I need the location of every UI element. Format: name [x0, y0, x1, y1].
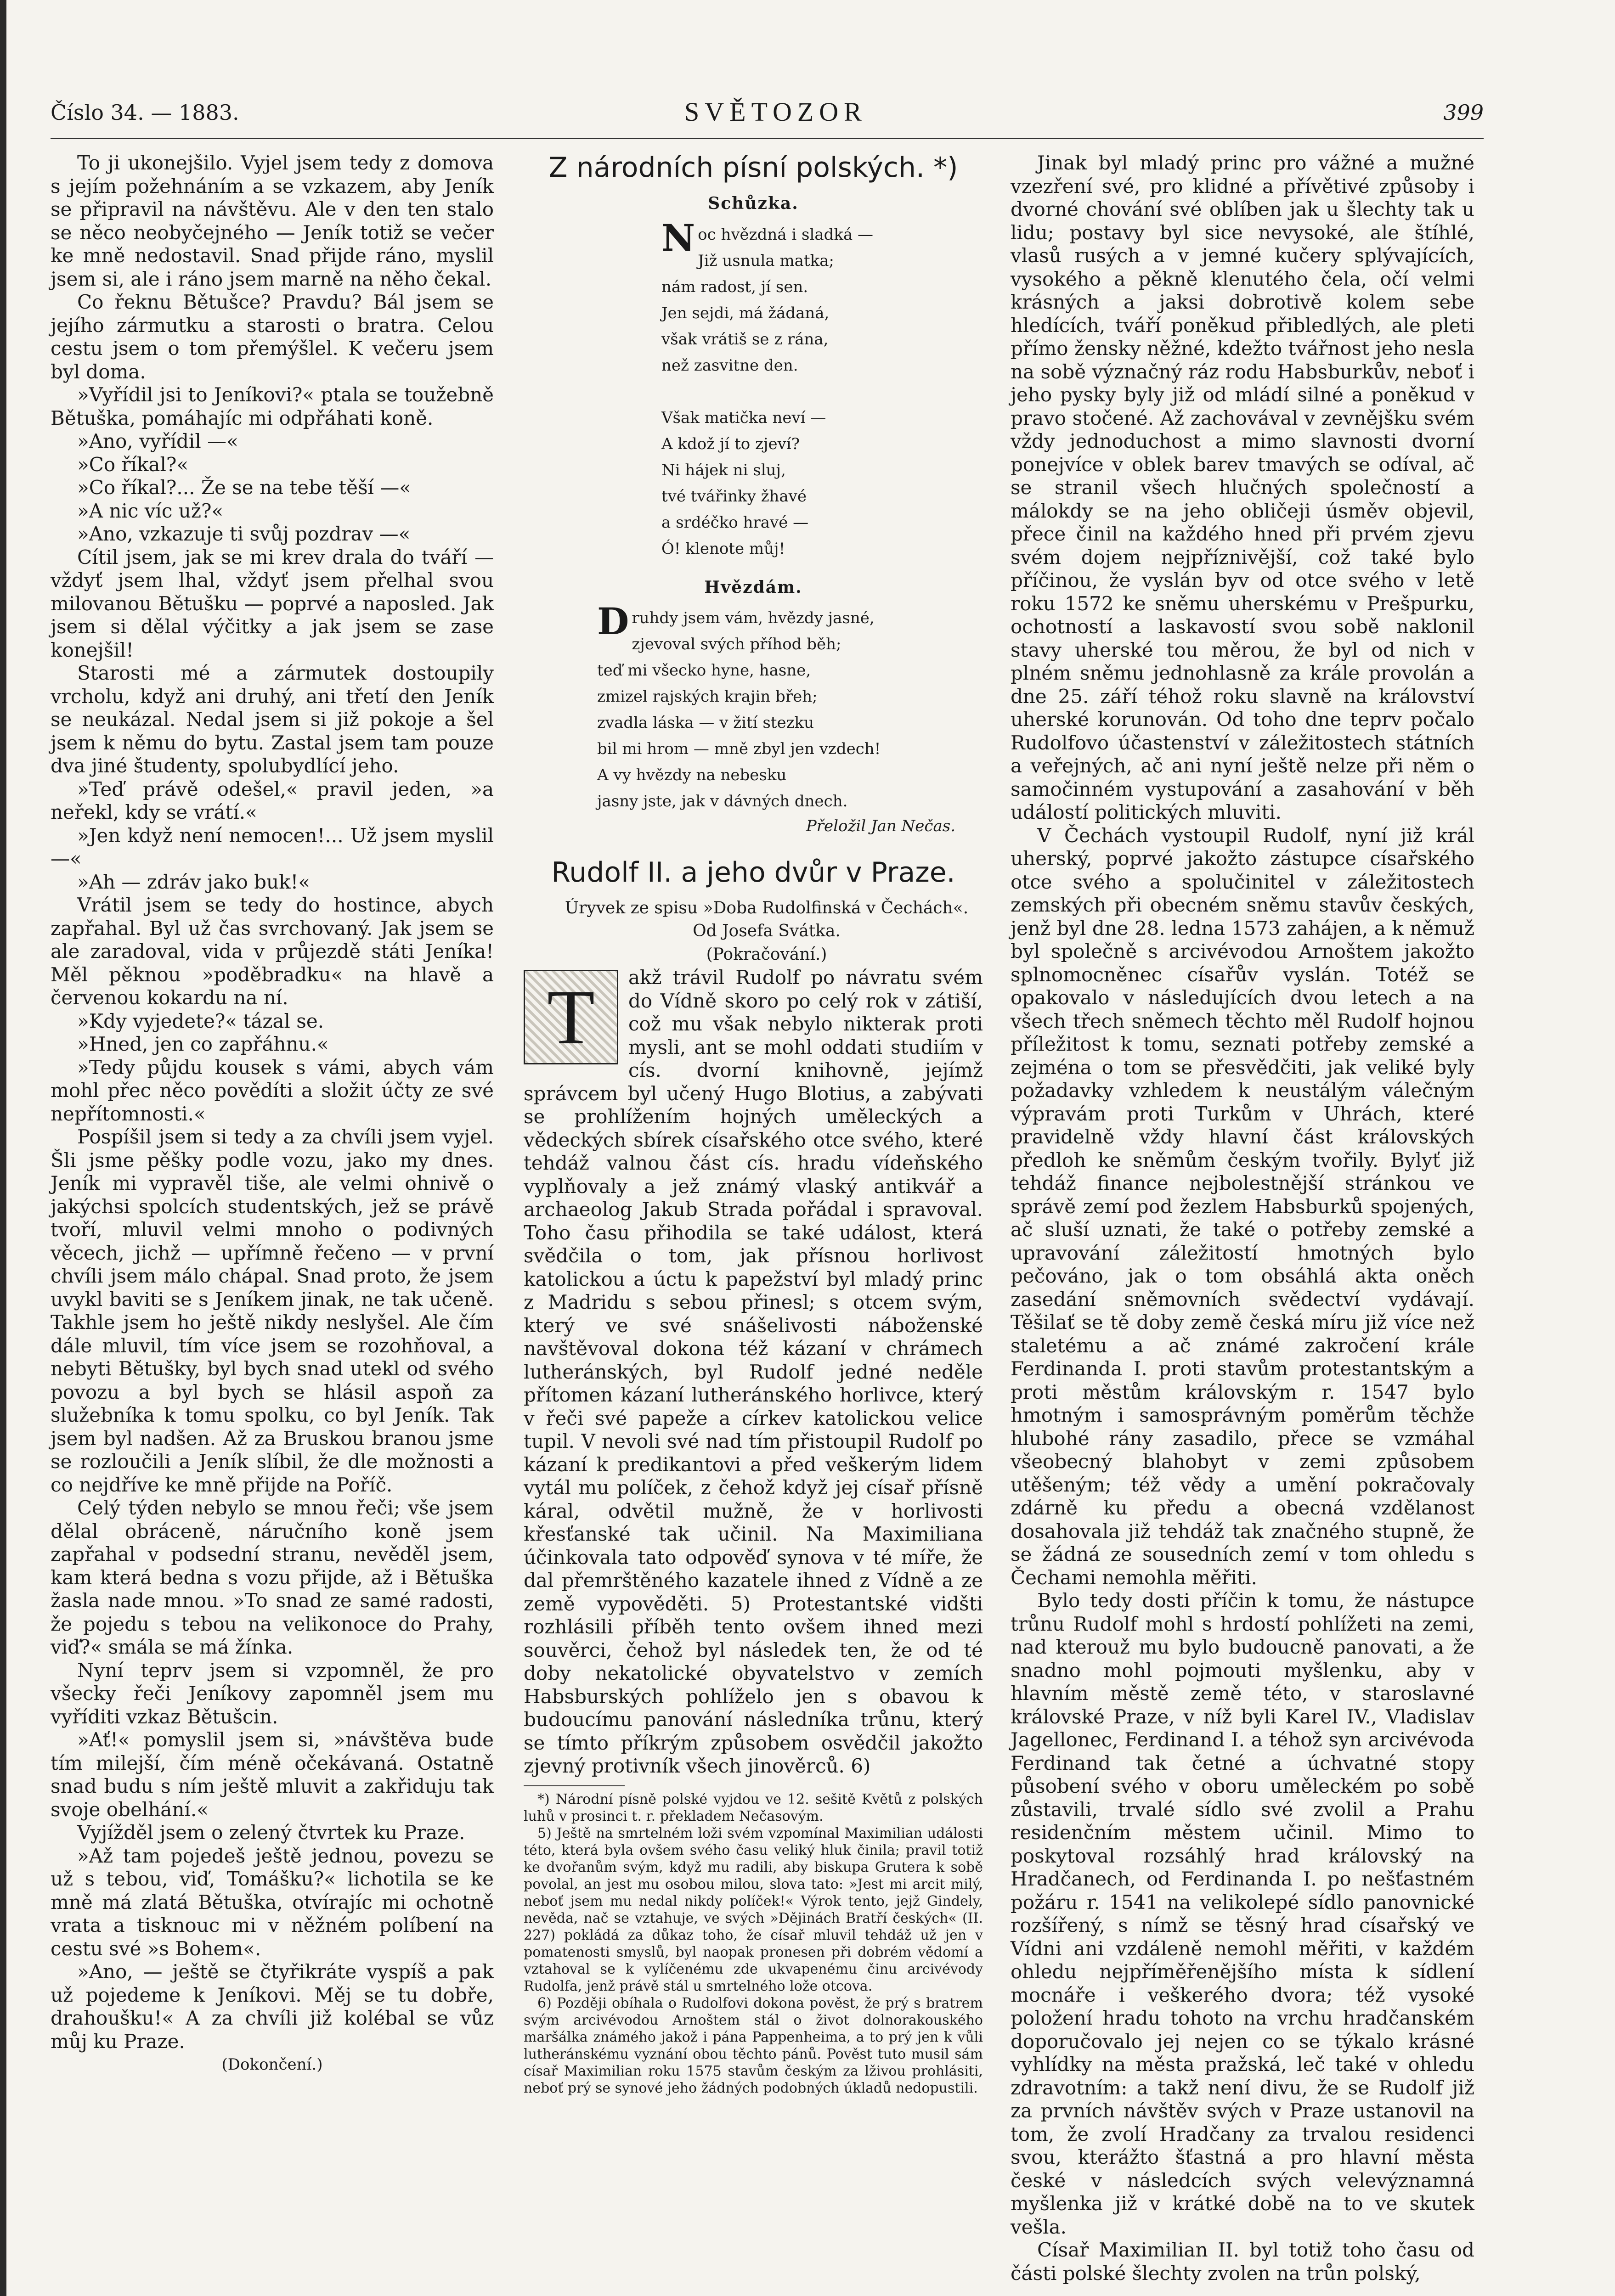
poem-line: jasny jste, jak v dávných dnech.	[597, 792, 848, 810]
poem-initial: N	[661, 216, 695, 259]
ornamental-initial	[524, 970, 618, 1064]
footnote: 5) Ještě na smrtelném loži svém vzpomínal Maximilian události této, která byla ovšem svého času veliký hluk činila; pravil totiž ke dvořanům svým, když mu radili, aby biskupa Grutera k sobě povolal, an jest mu osobou milou, slova tato: »Jest mi arcit milý, neboť jsem mu nedal nikdy políček!« Výrok tento, jejž Gindely, nevěda, nač se vztahuje, ve svých »Dějinách Bratří českých« (II. 227) pokládá za důkaz toho, že císař mluvil tehdáž už jen v pomatenosti smyslů, byl naopak pronesen při dobrém vědomí a vztahoval se k vylíčenému zde ukvapenému činu arcivévody Rudolfa, jenž právě stál u smrtelného lože otcova.	[524, 1825, 983, 1994]
poem-line: Však matička neví —	[661, 408, 826, 427]
poem-line: nám radost, jí sen.	[661, 277, 808, 296]
paragraph: »Jen když není nemocen!... Už jsem myslil —«	[51, 824, 494, 870]
footnotes	[524, 1791, 983, 2097]
poem-lines	[661, 216, 983, 562]
paragraph: »Vyřídil jsi to Jeníkovi?« ptala se toužebně Bětuška, pomáhajíc mi odpřáhati koně.	[51, 383, 494, 429]
column-1	[51, 152, 494, 2077]
article-title: Rudolf II. a jeho dvůr v Praze.	[551, 856, 955, 889]
initial-letter: T	[547, 974, 595, 1060]
article-body: akž trávil Rudolf po návratu svém do Vídně skoro po celý rok v zátiší, což mu však nebylo nikterak proti mysli, ant se mohl oddati studiím v cís. dvorní knihovně, jejímž správcem byl učený Hugo Blotius, a zabývati se prohlížením hojných uměleckých a vědeckých sbírek císařského otce svého, které tehdáž valnou část cís. hradu vídeňského vyplňovaly a jež známý vlaský antikvář a archaeolog Jakub Strada pořádal i spravoval. Toho času přihodila se také událost, která svědčila o tom, jak přísnou horlivost katolickou a úctu k papežství byl mladý princ z Madridu s sebou přinesl; s otcem svým, který ve své snášelivosti náboženské navštěvoval dokona též kázaní v chrámech lutheránských, byl Rudolf jedné neděle přítomen kázaní lutheránského horlivce, který v řeči své papeže a církev katolickou velice tupil. V nevoli své nad tím přistoupil Rudolf po kázaní k predikantovi a před veškerým lidem vytál mu políček, z čehož když jej císař přísně káral, odvětil mužně, že v horlivosti křesťanské tak učinil. Na Maximiliana účinkovala tato odpověď synova v té míře, že dal přemrštěného kazatele ihned z Vídně a ze země vypověděti. 5) Protestantské vidšti rozhlásili příběh tento ovšem ihned mezi souvěrci, čehož byl následek ten, že od té doby nekatolické obyvatelstvo v zemích Habsburských pohlíželo jen s obavou k budoucímu panování následníka trůnu, který se tímto příkrým způsobem osvědčil jakožto zjevný protivník všech jinověrců. 6)	[524, 966, 983, 1777]
poem-line: zmizel rajských krajin břeh;	[597, 687, 818, 706]
paragraph: »Hned, jen co zapřáhnu.«	[77, 1033, 329, 1055]
poem-lines	[597, 600, 983, 815]
footnote-rule	[524, 1785, 625, 1786]
poems-section-title: Z národních písní polských. *)	[548, 152, 958, 184]
poem-line: oc hvězdná i sladká —	[698, 225, 874, 244]
poem-line: A vy hvězdy na nebesku	[597, 766, 787, 784]
poem-line: Ni hájek ni sluj,	[661, 461, 786, 479]
paragraph: Jinak byl mladý princ pro vážné a mužné vzezření své, pro klidné a přívětivé způsoby i dvorné chování své oblíben jak u šlechty tak u lidu; postavy byl sice nevysoké, ale štíhlé, vlasů rusých a v jemné kučery splývajících, vysokého a pěkně klenutého čela, očí velmi krásných a jaksi dobrotivě kolem sebe hledících, tváří poněkud přibledlých, ale pleti přímo žensky něžné, kdežto tvářnost jeho nesla na sobě význačný ráz rodu Habsburkův, neboť i jeho pysky byly již od mládí silné a poněkud v pravo stočené. Až zachovával v zevnějšku svém vždy jednoduchost a mimo slavnosti dvorní ponejvíce v oblek barev tmavých se odíval, ač se stranil všech hlučných společností a málokdy se na jeho obličeji úsměv objevil, přece činil na každého hned při prvém zjevu svém dojem nejpříznivější, což také bylo příčinou, že vyslán byv od otce svého v letě roku 1572 ke sněmu uherskému v Prešpurku, ochotností a laskavostí svou sobě naklonil stavy uherské tou měrou, že byl od nich v plném sněmu jednohlasně za krále provolán a dne 25. září téhož roku slavně na království uherské korunován. Od toho dne teprv počalo Rudolfovo účastenství v záležitostech státních a veřejných, ač ani nyní ještě nelze při něm o samočinném vystupování a zasahování v běh událostí politických mluviti.	[1011, 152, 1474, 823]
column-3	[1011, 152, 1474, 2285]
paragraph: »Ať!« pomyslil jsem si, »návštěva bude tím milejší, čím méně očekávaná. Ostatně snad budu s ním ještě mluvit a zakřiduju tak svoje obelhání.«	[51, 1728, 494, 1821]
poem-line: a srdéčko hravé —	[661, 513, 809, 532]
poem-line: zvadla láska — v žití stezku	[597, 714, 814, 732]
paragraph: »Co říkal?... Že se na tebe těší —«	[77, 476, 412, 499]
paragraph: Vyjížděl jsem o zelený čtvrtek ku Praze.	[77, 1821, 465, 1844]
column-2	[524, 152, 983, 2097]
paragraph: Bylo tedy dosti příčin k tomu, že nástupce trůnu Rudolf mohl s hrdostí pohlížeti na zemi, nad kterouž mu bylo budoucně panovati, a že snadno mohl pojmouti myšlenku, aby v hlavním městě země této, v staroslavné královské Praze, v níž byli Karel IV., Vladislav Jagellonec, Ferdinand I. a téhož syn arcivévoda Ferdinand tak četné a úchvatné stopy působení svého v oboru uměleckém po sobě zůstavili, trvalé sídlo své zvolil a Prahu residenčním městem učinil. Mimo to poskytoval rozsáhlý hrad královský na Hradčanech, od Ferdinanda I. po nešťastném požáru r. 1541 na velikolepé sídlo panovnické rozšířený, s nímž se těsný hrad císařský ve Vídni ani vzdáleně nemohl měřiti, v každém ohledu nejpříměřenějšího místa k sídlení mocnáře i veškerého dvora; též vysoké položení hradu tohoto na vrchu hradčanském doporučovalo jej nejen co se týkalo krásné vyhlídky na města pražská, leč také v ohledu zdravotním: a takž není divu, že se Rudolf již za prvních návštěv svých v Praze ustanovil na tom, že zvolí Hradčany za trvalou residenci svou, kterážto šťastná a pro hlavní města české v následcích svých velevýznamná myšlenka již v krátké době na to ve skutek vešla.	[1011, 1589, 1474, 2238]
paragraph: »Kdy vyjedete?« tázal se.	[77, 1009, 324, 1032]
poem-line: A kdož jí to zjeví?	[661, 434, 800, 453]
paragraph: Co řeknu Bětušce? Pravdu? Bál jsem se jejího zármutku a starosti o bratra. Celou cestu jsem o tom přemýšlel. K večeru jsem byl doma.	[51, 291, 494, 383]
poem-schuzka	[524, 216, 983, 562]
poem-line: teď mi všecko hyne, hasne,	[597, 661, 811, 680]
paragraph: Cítil jsem, jak se mi krev drala do tváří — vždyť jsem lhal, vždyť jsem přelhal svou milovanou Bětušku — poprvé a naposled. Jak jsem si dělal výčitky a jak jsem se zase konejšil!	[51, 546, 494, 661]
paragraph: Celý týden nebylo se mnou řeči; vše jsem dělal obráceně, náručního koně jsem zapřahal v podsední stranu, nevěděl jsem, kam která bedna s vozu přijde, až i Bětuška žasla nade mnou. »To snad ze samé radosti, že pojedu s tebou na velikonoce do Prahy, viď?« smála se má žínka.	[51, 1497, 494, 1658]
paragraph: »Ah — zdráv jako buk!«	[77, 870, 311, 893]
paragraph: Vrátil jsem se tedy do hostince, abych zapřahal. Byl už čas svrchovaný. Jak jsem se ale zaradoval, vida v průjezdě státi Jeníka! Měl pěknou »poděbradku« na hlavě a červenou kokardu na ní.	[51, 894, 494, 1009]
poem-line: však vrátiš se z rána,	[661, 330, 829, 349]
issue-number: Číslo 34. — 1883.	[51, 100, 239, 125]
paragraph: Starosti mé a zármutek dostoupily vrcholu, když ani druhý, ani třetí den Jeník se neukázal. Nedal jsem si již pokoje a šel jsem k němu do bytu. Zastal jsem tam pouze dva jiné študenty, spolubydlící jeho.	[51, 662, 494, 777]
poem-line: zjevoval svých příhod běh;	[632, 635, 841, 653]
poem-line: Ó! klenote můj!	[661, 539, 785, 558]
poem-line: Již usnula matka;	[698, 251, 834, 270]
translator-credit: Přeložil Jan Nečas.	[806, 817, 955, 835]
poem-line: ruhdy jsem vám, hvězdy jasné,	[632, 609, 875, 627]
paragraph: Pospíšil jsem si tedy a za chvíli jsem vyjel. Šli jsme pěšky podle vozu, jako my dnes. Jeník mi vypravěl tiše, ale velmi ohnivě o jakýchsi spolcích studentských, jež se právě tvoří, mluvil velmi mnoho o podivných věcech, jichž — upřímně řečeno — v první chvíli jsem málo chápal. Snad proto, že jsem uvykl baviti se s Jeníkem jinak, ne tak učeně. Takhle jsem ho ještě nikdy neslyšel. Ale čím dále mluvil, tím více jsem se rozohňoval, a nebyti Bětušky, byl bych snad utekl od svého povozu a byl bych se hlásil aspoň za služebníka k tomu spolku, co byl Jeník. Tak jsem byl nadšen. Až za Bruskou branou jsme se rozloučili a Jeník slíbil, že dle možnosti a co nejdříve ke mně přijde na Poříč.	[51, 1125, 494, 1496]
footnote: *) Národní písně polské vyjdou ve 12. sešitě Květů z polských luhů v prosinci t. r. překladem Nečasovým.	[524, 1791, 983, 1824]
poem-line: bil mi hrom — mně zbyl jen vzdech!	[597, 740, 881, 758]
journal-title: SVĚTOZOR	[684, 97, 867, 127]
paragraph: »Tedy půjdu kousek s vámi, abych vám mohl přec něco povědíti a složit účty ze své nepřítomnosti.«	[51, 1056, 494, 1125]
paragraph: »Až tam pojedeš ještě jednou, povezu se už s tebou, viď, Tomášku?« lichotila se ke mně má zlatá Bětuška, otvírajíc mi ochotně vrata a tisknouc mi v něžném políbení na cestu své »s Bohem«.	[51, 1844, 494, 1960]
article-author: Od Josefa Svátka.	[693, 922, 841, 940]
poem-hvezdam	[524, 600, 983, 815]
paragraph: »Co říkal?«	[77, 453, 189, 476]
paragraph: »Ano, vyřídil —«	[77, 430, 238, 452]
paragraph: »Ano, vzkazuje ti svůj pozdrav —«	[77, 523, 411, 545]
story-text	[51, 152, 494, 2053]
poem-initial: D	[597, 600, 629, 643]
page-header	[51, 97, 1484, 137]
paragraph: To ji ukonejšilo. Vyjel jsem tedy z domova s jejím požehnáním a se vzkazem, aby Jeník se připravil na návštěvu. Ale v den ten stalo se něco neobyčejného — Jeník totiž se večer ke mně nedostavil. Snad přijde ráno, myslil jsem si, ale i ráno jsem marně na něho čekal.	[51, 152, 494, 290]
story-end-note: (Dokončení.)	[221, 2055, 323, 2074]
poem-line	[661, 379, 983, 405]
footnote: 6) Později obíhala o Rudolfovi dokona pověst, že prý s bratrem svým arcivévodou Arnoštem stál o život dolnorakouského maršálka známého jakož i pána Pappenheima, a to prý jen k vůli lutheránskému vyznání obou těchto pánů. Pověst tuto musil sám císař Maximilian roku 1575 stavům českým za lživou prohlásiti, neboť prý se synové jeho žádných podobných úkladů nedopustili.	[524, 1995, 983, 2096]
paragraph: »Ano, — ještě se čtyřikráte vyspíš a pak už pojedeme k Jeníkovi. Měj se tu dobře, drahoušku!« A za chvíli již kolébal se vůz můj ku Praze.	[51, 1960, 494, 2053]
paragraph: Císař Maximilian II. byl totiž toho času od části polské šlechty zvolen na trůn polský,	[1011, 2239, 1474, 2285]
article-continued-text	[1011, 152, 1474, 2285]
poem-line: než zasvitne den.	[661, 356, 798, 375]
page-number: 399	[1443, 100, 1484, 125]
poem-title-schuzka: Schůzka.	[708, 194, 799, 213]
header-rule	[51, 138, 1484, 139]
poem-line: Jen sejdi, má žádaná,	[661, 304, 830, 322]
article-source: Úryvek ze spisu »Doba Rudolfinská v Čechách«.	[565, 898, 969, 917]
paragraph: V Čechách vystoupil Rudolf, nyní již král uherský, poprvé jakožto zástupce císařského otce svého a spolučinitel v záležitostech zemských při obecném sněmu stavův českých, jenž byl dne 28. ledna 1573 zahájen, a k němuž byl společně s arcivévodou Arnoštem jakožto splnomocněnec císařův vyslán. Totéž se opakovalo v následujících dvou letech a na všech třech sněmech těchto měl Rudolf hojnou příležitost k tomu, seznati potřeby zemské a zejména o tom se přesvědčiti, jak veliké byly požadavky vzhledem k neustálým válečným výpravám proti Turkům v Uhrách, které pravidelně vždy hlavní část královských předloh ke sněmům českým tvořily. Bylyť již tehdáž finance nejbolestnější stránkou ve správě zemí pod žezlem Habsburků spojených, ač sluší uznati, že také o potřeby zemské a upravování záležitostí hmotných bylo pečováno, jak o tom obsáhlá akta oněch zasedání sněmovních svědectví vydávají. Těšilať se tě doby země česká míru již více než staletému a ač známé zakročení krále Ferdinanda I. proti stavům protestantským a proti městům královským r. 1547 bylo hmotným i samosprávným poměrům těchže hlubohé rány zasadilo, přece se vzmáhal všeobecný blahobyt v zemi způsobem utěšeným; též vědy a umění pokračovaly zdárně ku předu a obecná vzdělanost dosahovala již tehdáž tak značného stupně, že se žádná ze sousedních zemí v tom ohledu s Čechami nemohla měřiti.	[1011, 824, 1474, 1589]
paragraph: »A nic víc už?«	[77, 499, 224, 522]
article-continuation: (Pokračování.)	[706, 945, 827, 964]
paragraph: Nyní teprv jsem si vzpomněl, že pro všecky řeči Jeníkovy zapomněl jsem mu vyříditi vzkaz Bětušcin.	[51, 1659, 494, 1728]
scan-edge	[0, 0, 6, 2296]
paragraph: »Teď právě odešel,« pravil jeden, »a neřekl, kdy se vrátí.«	[51, 777, 494, 823]
poem-title-hvezdam: Hvězdám.	[704, 577, 802, 597]
poem-line: tvé tvářinky žhavé	[661, 487, 807, 506]
